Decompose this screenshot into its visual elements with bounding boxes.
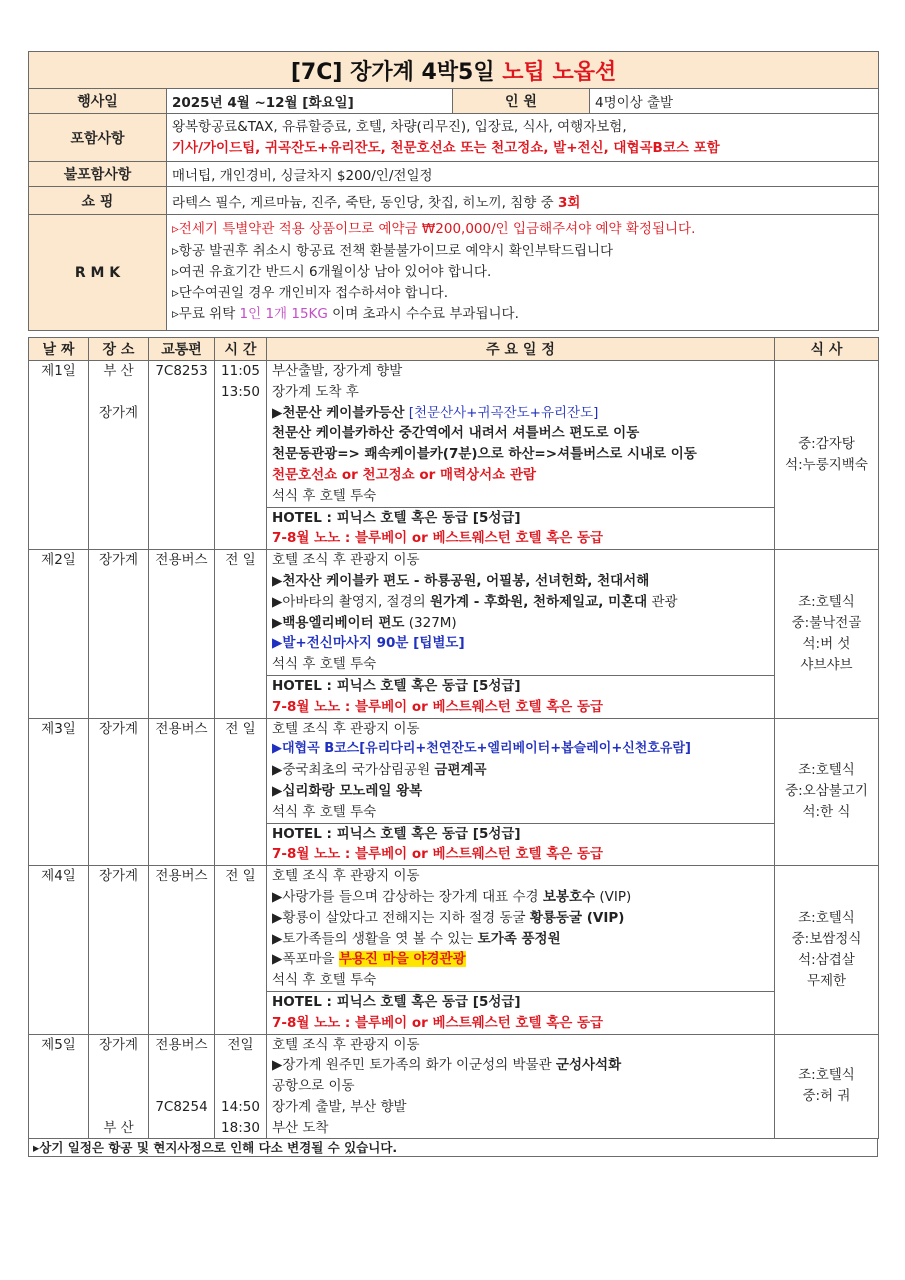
day-row-2 xyxy=(29,550,879,718)
day2-transport: 전용버스 xyxy=(155,552,208,569)
day4-line-5 xyxy=(272,949,769,970)
day4-meal-2: 중:보쌈정식 xyxy=(791,930,862,947)
day4-time: 전 일 xyxy=(225,868,256,885)
day2-label: 제2일 xyxy=(41,552,76,569)
day1-flight: 7C8253 xyxy=(155,363,208,379)
day2-time: 전 일 xyxy=(225,552,256,569)
day3-meal-2: 중:오삼불고기 xyxy=(785,783,868,800)
day5-flight: 7C8254 xyxy=(155,1098,208,1115)
day1-meals xyxy=(775,361,879,550)
day3-line-3b: 금편계곡 xyxy=(434,762,487,779)
day4-transport: 전용버스 xyxy=(155,868,208,885)
day1-meal-2: 석:누룽지백숙 xyxy=(785,457,868,474)
rmk-note-3: ▹여권 유효기간 반드시 6개월이상 남아 있어야 합니다. xyxy=(172,263,492,280)
col-main: 주 요 일 정 xyxy=(267,338,775,361)
day5-time-2: 14:50 xyxy=(221,1098,260,1115)
day3-transport: 전용버스 xyxy=(155,720,208,737)
day2-line-6: 석식 후 호텔 투숙 xyxy=(272,656,377,673)
day5-place-1: 장가계 xyxy=(98,1036,139,1053)
day3-itinerary xyxy=(267,718,775,866)
day3-line-1: 호텔 조식 후 관광지 이동 xyxy=(272,720,420,737)
day2-meal-2: 중:불낙전골 xyxy=(791,614,862,631)
day5-line-4: 장가계 출발, 부산 향발 xyxy=(272,1098,407,1115)
day3-place: 장가계 xyxy=(98,720,139,737)
day5-meal-2: 중:허 궈 xyxy=(802,1088,851,1105)
day5-time-3: 18:30 xyxy=(221,1119,260,1136)
day2-line-1: 호텔 조식 후 관광지 이동 xyxy=(272,552,420,569)
col-meal: 식 사 xyxy=(775,338,879,361)
rmk-notes xyxy=(167,215,879,331)
day2-line-3c: 관광 xyxy=(651,593,678,610)
day2-meal-4: 샤브샤브 xyxy=(800,656,853,673)
day2-line-3b: 원가계 - 후화원, 천하제일교, 미혼대 xyxy=(429,593,648,610)
rmk-note-2: ▹항공 발권후 취소시 항공료 전책 환불불가이므로 예약시 확인부탁드립니다 xyxy=(172,242,614,259)
day1-time-2: 13:50 xyxy=(221,383,260,400)
day4-line-3a: ▶황룡이 살았다고 전해지는 지하 절경 동굴 xyxy=(272,909,526,926)
day3-meals xyxy=(775,718,879,866)
day5-line-2a: ▶장가계 원주민 토가족의 화가 이군성의 박물관 xyxy=(272,1057,552,1074)
day1-hotel-summer: 7-8월 노노 : 블루베이 or 베스트웨스턴 호텔 혹은 동급 xyxy=(272,530,604,547)
day1-hotel: HOTEL : 피닉스 호텔 혹은 동급 [5성급] xyxy=(272,509,521,526)
day5-line-5: 부산 도착 xyxy=(272,1119,329,1136)
day2-place: 장가계 xyxy=(98,552,139,569)
day1-line-4: 천문산 케이블카하산 중간역에서 내려서 셔틀버스 편도로 이동 xyxy=(272,425,640,442)
page-title xyxy=(29,52,879,89)
day4-hotel-summer: 7-8월 노노 : 블루베이 or 베스트웨스턴 호텔 혹은 동급 xyxy=(272,1014,604,1031)
day3-label: 제3일 xyxy=(41,720,76,737)
day5-place-2: 부 산 xyxy=(103,1119,134,1136)
day3-line-4: ▶십리화랑 모노레일 왕복 xyxy=(272,782,423,799)
day3-time: 전 일 xyxy=(225,720,256,737)
rmk-5-suffix: 이며 초과시 수수료 부과됩니다. xyxy=(332,306,519,323)
date-label: 행사일 xyxy=(29,89,167,114)
day2-line-3 xyxy=(272,592,769,613)
day1-line-7: 석식 후 호텔 투숙 xyxy=(272,487,377,504)
day1-line-6: 천문호선쇼 or 천고정쇼 or 매력상서쇼 관람 xyxy=(272,466,537,483)
rmk-note-4: ▹단수여권일 경우 개인비자 접수하셔야 합니다. xyxy=(172,285,449,302)
title-prefix: [7C] 장가계 4박5일 xyxy=(290,59,495,85)
day2-itinerary xyxy=(267,550,775,718)
day3-meal-1: 조:호텔식 xyxy=(798,762,855,779)
day4-line-4 xyxy=(272,929,769,950)
day4-meals xyxy=(775,866,879,1034)
shopping-value xyxy=(167,187,879,215)
day4-line-2b: 보봉호수 xyxy=(542,888,596,905)
day4-line-5a: ▶폭포마을 xyxy=(272,951,335,968)
day1-place-1: 부 산 xyxy=(103,363,134,379)
day-row-5 xyxy=(29,1034,879,1139)
day2-line-4b: (327M) xyxy=(408,614,457,631)
rmk-5-baggage: 1인 1개 15KG xyxy=(239,306,328,323)
day1-line-3b: [천문산사+귀곡잔도+유리잔도] xyxy=(408,404,599,421)
day-row-4 xyxy=(29,866,879,1034)
day4-line-2a: ▶사랑가를 들으며 감상하는 장가계 대표 수경 xyxy=(272,888,539,905)
day1-itinerary xyxy=(267,361,775,550)
day1-line-1: 부산출발, 장가계 향발 xyxy=(272,363,403,379)
schedule-table xyxy=(28,337,879,1139)
shopping-label: 쇼 핑 xyxy=(29,187,167,215)
col-transport: 교통편 xyxy=(149,338,215,361)
day3-line-3 xyxy=(272,760,769,781)
day2-meal-3: 석:버 섯 xyxy=(802,635,851,652)
day5-label: 제5일 xyxy=(41,1036,76,1053)
title-suffix: 노팁 노옵션 xyxy=(502,59,617,85)
day2-line-2: ▶천자산 케이블카 편도 - 하룡공원, 어필봉, 선녀헌화, 천대서해 xyxy=(272,572,650,589)
day1-line-3 xyxy=(272,403,769,424)
day4-label: 제4일 xyxy=(41,868,76,885)
date-value: 2025년 4월 ~12월 [화요일] xyxy=(167,89,453,114)
day4-line-2 xyxy=(272,887,769,908)
day4-meal-3: 석:삼겹살 xyxy=(798,951,855,968)
shopping-count: 3회 xyxy=(557,194,581,211)
day3-line-3a: ▶중국최초의 국가삼림공원 xyxy=(272,762,431,779)
day5-time-1: 전일 xyxy=(227,1036,254,1053)
day3-hotel: HOTEL : 피닉스 호텔 혹은 동급 [5성급] xyxy=(272,825,521,842)
day5-meal-1: 조:호텔식 xyxy=(798,1067,855,1084)
rmk-5-prefix: ▹무료 위탁 xyxy=(172,306,236,323)
day2-meals xyxy=(775,550,879,718)
day1-line-3a: ▶천문산 케이블카등산 xyxy=(272,404,405,421)
day5-line-3: 공항으로 이동 xyxy=(272,1078,355,1095)
day2-meal-1: 조:호텔식 xyxy=(798,593,855,610)
day4-line-6: 석식 후 호텔 투숙 xyxy=(272,972,377,989)
day4-line-1: 호텔 조식 후 관광지 이동 xyxy=(272,868,420,885)
info-table xyxy=(28,51,879,331)
day5-line-2b: 군성사석화 xyxy=(555,1057,622,1074)
day-row-3 xyxy=(29,718,879,866)
rmk-label: R M K xyxy=(29,215,167,331)
col-place: 장 소 xyxy=(89,338,149,361)
day5-itinerary xyxy=(267,1034,775,1139)
day1-line-5: 천문동관광=> 쾌속케이블카(7분)으로 하산=>셔틀버스로 시내로 이동 xyxy=(272,446,697,463)
col-day: 날 짜 xyxy=(29,338,89,361)
day5-transport: 전용버스 xyxy=(155,1036,208,1053)
day4-itinerary xyxy=(267,866,775,1034)
footnote: ▸상기 일정은 항공 및 현지사정으로 인해 다소 변경될 수 있습니다. xyxy=(28,1139,878,1157)
day1-time-1: 11:05 xyxy=(221,363,260,379)
day2-line-4 xyxy=(272,613,769,634)
include-line-2: 기사/가이드팁, 귀곡잔도+유리잔도, 천문호선쇼 또는 천고정쇼, 발+전신, 대협곡B코스 포함 xyxy=(172,139,720,156)
day2-line-4a: ▶백용엘리베이터 편도 xyxy=(272,614,405,631)
day4-hotel: HOTEL : 피닉스 호텔 혹은 동급 [5성급] xyxy=(272,993,521,1010)
people-value: 4명이상 출발 xyxy=(590,89,879,114)
itinerary-document xyxy=(28,51,878,1157)
day4-line-4a: ▶토가족들의 생활을 엿 볼 수 있는 xyxy=(272,930,474,947)
day3-hotel-summer: 7-8월 노노 : 블루베이 or 베스트웨스턴 호텔 혹은 동급 xyxy=(272,846,604,863)
people-label: 인 원 xyxy=(453,89,590,114)
include-line-1: 왕복항공료&TAX, 유류할증료, 호텔, 차량(리무진), 입장료, 식사, 여행자보험, xyxy=(172,118,627,135)
day4-line-3b: 황룡동굴 (VIP) xyxy=(529,909,625,926)
day1-meal-1: 중:감자탕 xyxy=(798,436,855,453)
day5-line-1: 호텔 조식 후 관광지 이동 xyxy=(272,1036,420,1053)
day5-line-2 xyxy=(272,1055,769,1076)
exclude-label: 불포함사항 xyxy=(29,162,167,187)
day4-place: 장가계 xyxy=(98,868,139,885)
rmk-note-5 xyxy=(172,304,873,325)
day4-line-5b: 부용진 마을 야경관광 xyxy=(338,951,466,968)
day3-line-2: ▶대협곡 B코스[유리다리+천연잔도+엘리베이터+봅슬레이+신천호유람] xyxy=(272,741,691,757)
day4-meal-4: 무제한 xyxy=(806,972,847,989)
day5-meals xyxy=(775,1034,879,1139)
day3-meal-3: 석:한 식 xyxy=(802,804,851,821)
day4-meal-1: 조:호텔식 xyxy=(798,909,855,926)
day4-line-4b: 토가족 풍정원 xyxy=(477,930,561,947)
include-value xyxy=(167,114,879,162)
day2-line-5: ▶발+전신마사지 90분 [팁별도] xyxy=(272,635,465,652)
day3-line-5: 석식 후 호텔 투숙 xyxy=(272,803,377,820)
col-time: 시 간 xyxy=(215,338,267,361)
day4-line-2c: (VIP) xyxy=(599,888,632,905)
day2-hotel-summer: 7-8월 노노 : 블루베이 or 베스트웨스턴 호텔 혹은 동급 xyxy=(272,698,604,715)
rmk-note-1: ▹전세기 특별약관 적용 상품이므로 예약금 ₩200,000/인 입금해주셔야 예약 확정됩니다. xyxy=(172,221,696,238)
exclude-value: 매너팁, 개인경비, 싱글차지 $200/인/전일정 xyxy=(167,162,879,187)
day2-hotel: HOTEL : 피닉스 호텔 혹은 동급 [5성급] xyxy=(272,677,521,694)
day1-label: 제1일 xyxy=(41,363,76,379)
include-label: 포함사항 xyxy=(29,114,167,162)
day-row-1 xyxy=(29,361,879,550)
day2-line-3a: ▶아바타의 촬영지, 절경의 xyxy=(272,593,426,610)
day1-place-2: 장가계 xyxy=(98,404,139,421)
day4-line-3 xyxy=(272,908,769,929)
shopping-list: 라텍스 필수, 게르마늄, 진주, 죽탄, 동인당, 찻집, 히노끼, 침향 중 xyxy=(172,194,554,211)
day1-line-2: 장가계 도착 후 xyxy=(272,383,359,400)
